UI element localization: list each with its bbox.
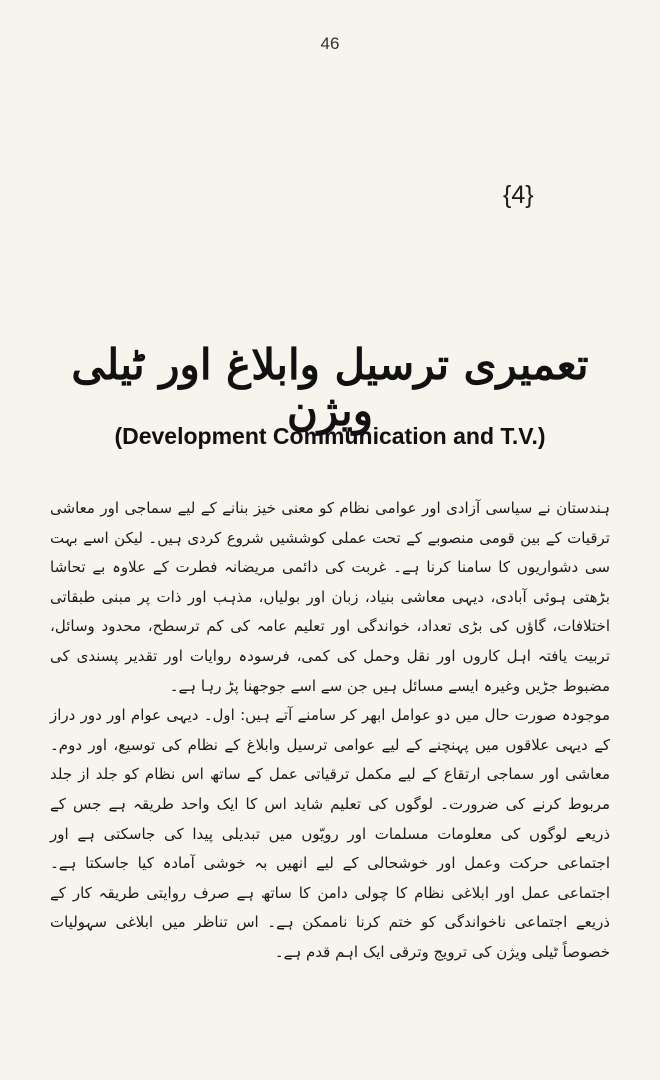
paragraph-2: موجودہ صورت حال میں دو عوامل ابھر کر سامنے آتے ہیں: اول۔ دیہی عوام اور دور دراز کے دیہی علاقوں میں پہنچنے کے لیے عوامی ترسیل وابلاغ کے نظام کی توسیع، اور دوم۔ معاشی اور سماجی ارتقاع کے لیے مکمل ترقیاتی عمل کے ساتھ اس نظام کو جلد از جلد مربوط کرنے کی ضرورت۔ لوگوں کی تعلیم شاید اس کا ایک واحد طریقہ ہے جس کے ذریعے لوگوں کی معلومات مسلمات اور رویّوں میں تبدیلی پیدا کی جاسکتی ہے اور اجتماعی حرکت وعمل اور خوشحالی کے لیے انھیں بہ خوشی آمادہ کیا جاسکتا ہے۔ اجتماعی عمل اور ابلاغی نظام کا چولی دامن کا ساتھ ہے صرف روایتی طریقہ کار کے ذریعے اجتماعی ناخواندگی کو ختم کرنا ناممکن ہے۔ اس تناظر میں ابلاغی سہولیات خصوصاً ٹیلی ویژن کی ترویج وترقی ایک اہم قدم ہے۔ — [50, 706, 610, 961]
chapter-number: {4} — [503, 181, 534, 209]
chapter-title-english: (Development Communication and T.V.) — [114, 423, 546, 449]
page-number: 46 — [320, 34, 340, 53]
body-text — [50, 494, 610, 968]
paragraph-1: ہندستان نے سیاسی آزادی اور عوامی نظام کو معنی خیز بنانے کے لیے سماجی اور معاشی ترقیات کے بین قومی منصوبے کے تحت عملی کوششیں شروع کردی ہیں۔ لیکن اسے بہت سی دشواریوں کا سامنا کرنا ہے۔ غربت کی دائمی مریضانہ فطرت کے علاوہ بے تحاشا بڑھتی ہوئی آبادی، دیہی معاشی بنیاد، زبان اور بولیاں، مذہب اور ذات پر مبنی طبقاتی اختلافات، گاؤں کی بڑی تعداد، خواندگی اور تعلیم عامہ کی کم ترسطح، محدود وسائل، تربیت یافتہ اہل کاروں اور نقل وحمل کی کمی، فرسودہ روایات اور تقدیر پسندی کی مضبوط جڑیں وغیرہ ایسے مسائل ہیں جن سے اسے جوجھنا پڑ رہا ہے۔ — [50, 499, 610, 695]
chapter-title-urdu: تعمیری ترسیل وابلاغ اور ٹیلی ویژن — [71, 340, 589, 436]
